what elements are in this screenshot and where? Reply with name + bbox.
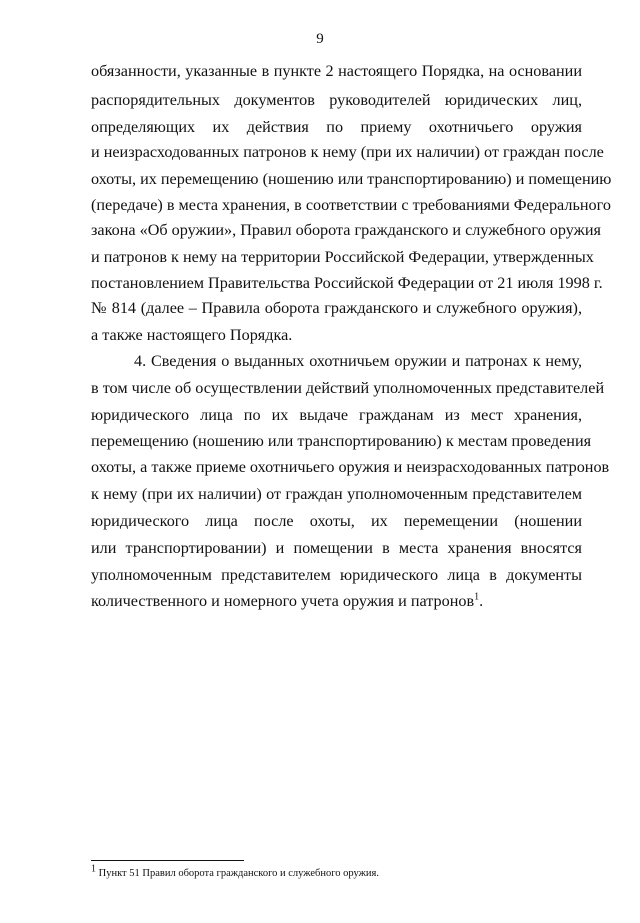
- paragraph-1-line-5: охоты, их перемещению (ношению или транспортированию) и помещению: [91, 170, 612, 188]
- paragraph-1-line-2: распорядительных документов руководителей юридических лиц,: [91, 91, 582, 109]
- paragraph-2-line-9: уполномоченным представителем юридического лица в документы: [91, 566, 582, 584]
- page-number: 9: [316, 31, 324, 47]
- paragraph-1-line-10: № 814 (далее – Правила оборота гражданского и служебного оружия),: [91, 299, 582, 317]
- footnote-divider: [91, 860, 244, 861]
- paragraph-2-line-2: в том числе об осуществлении действий уполномоченных представителей: [91, 379, 605, 397]
- paragraph-1-line-8: и патронов к нему на территории Российской Федерации, утвержденных: [91, 248, 594, 266]
- paragraph-1-line-1: обязанности, указанные в пункте 2 настоящего Порядка, на основании: [91, 62, 582, 80]
- paragraph-2-line-5: охоты, а также приеме охотничьего оружия и неизрасходованных патронов: [91, 458, 610, 476]
- paragraph-1-line-9: постановлением Правительства Российской Федерации от 21 июля 1998 г.: [91, 274, 603, 292]
- paragraph-2-end-punctuation: .: [479, 592, 484, 610]
- paragraph-2-line-6: к нему (при их наличии) от граждан уполномоченным представителем: [91, 485, 582, 503]
- paragraph-2-line-8: или транспортировании) и помещении в места хранения вносятся: [91, 539, 582, 557]
- paragraph-2-line-3: юридического лица по их выдаче гражданам из мест хранения,: [91, 406, 582, 424]
- paragraph-1-line-11: а также настоящего Порядка.: [91, 326, 293, 344]
- paragraph-1-line-4: и неизрасходованных патронов к нему (при их наличии) от граждан после: [91, 143, 604, 161]
- footnote-text: Пункт 51 Правил оборота гражданского и служебного оружия.: [96, 868, 379, 879]
- paragraph-1-line-6: (передаче) в места хранения, в соответствии с требованиями Федерального: [91, 196, 611, 214]
- footnote-reference: 1: [474, 591, 480, 603]
- footnote: [91, 863, 379, 881]
- paragraph-1-line-3: определяющих их действия по приему охотничьего оружия: [91, 118, 582, 136]
- paragraph-2-line-1: 4. Сведения о выданных охотничьем оружии и патронах к нему,: [134, 352, 582, 370]
- paragraph-1-line-7: закона «Об оружии», Правил оборота гражданского и служебного оружия: [91, 221, 601, 239]
- paragraph-2-line-4: перемещению (ношению или транспортированию) к местам проведения: [91, 432, 592, 450]
- paragraph-2-line-10-text: количественного и номерного учета оружия и патронов: [91, 592, 475, 610]
- paragraph-2-line-7: юридического лица после охоты, их перемещении (ношении: [91, 512, 582, 530]
- footnote-marker: 1: [91, 863, 96, 875]
- paragraph-2-line-10: [91, 590, 582, 612]
